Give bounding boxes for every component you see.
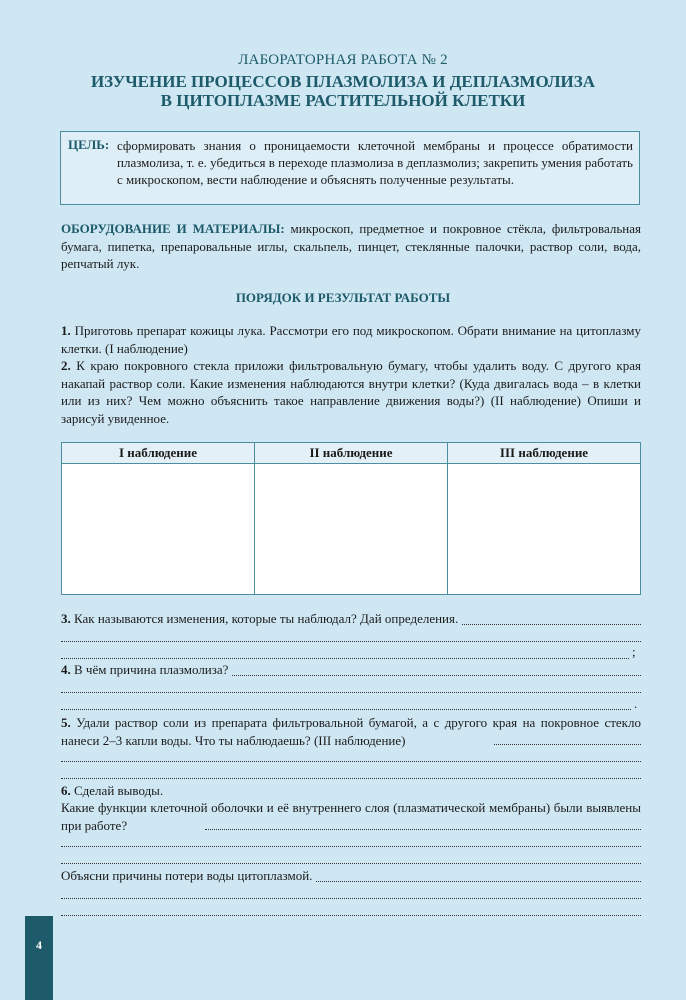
answer-line[interactable]: [61, 640, 641, 642]
lab-topic-line1: ИЗУЧЕНИЕ ПРОЦЕССОВ ПЛАЗМОЛИЗА И ДЕПЛАЗМОЛИЗА: [90, 72, 596, 91]
lab-title: ЛАБОРАТОРНАЯ РАБОТА № 2: [238, 52, 448, 68]
step-3: [61, 611, 461, 627]
observation-header-2: II наблюдение: [255, 443, 448, 464]
step-6-question-1: Какие функции клеточной оболочки и её внутреннего слоя (плазматической мембраны) были выявлены при работе?: [61, 800, 641, 833]
observation-cell-2[interactable]: [255, 464, 448, 595]
step-5-text: Удали раствор соли из препарата фильтровальной бумагой, а с другого края на покровное стекло нанеси 2–3 капли воды. Что ты наблюдаешь? (III наблюдение): [61, 715, 641, 748]
answer-line[interactable]: [205, 828, 641, 830]
equipment-text: микроскоп, предметное и покровное стёкла, фильтровальная бумага, пипетка, препаровальные иглы, скальпель, пинцет, стеклянные палочки, раствор соли, вода, репчатый лук.: [61, 221, 641, 271]
answer-line[interactable]: [61, 760, 641, 762]
answer-line[interactable]: [494, 743, 641, 745]
lab-topic: [0, 72, 686, 110]
step-4: [61, 662, 231, 678]
lab-topic-line2: В ЦИТОПЛАЗМЕ РАСТИТЕЛЬНОЙ КЛЕТКИ: [160, 91, 526, 110]
page-number: 4: [36, 938, 42, 952]
step-3-text: Как называются изменения, которые ты наблюдал? Дай определения.: [70, 611, 459, 626]
step-6: [61, 782, 641, 800]
step-6-question-2: Объясни причины потери воды цитоплазмой.: [61, 868, 315, 884]
equipment-label: ОБОРУДОВАНИЕ И МАТЕРИАЛЫ:: [61, 221, 285, 236]
step-2-number: 2.: [61, 358, 71, 373]
observation-table-row: [62, 464, 641, 595]
observation-header-3: III наблюдение: [448, 443, 641, 464]
step-1-number: 1.: [61, 323, 71, 338]
step-1-text: Приготовь препарат кожицы лука. Рассмотри его под микроскопом. Обрати внимание на цитоплазму клетки. (I наблюдение): [61, 323, 641, 356]
answer-line[interactable]: [61, 708, 631, 710]
step-6-number: 6.: [61, 783, 71, 798]
step-4-period: .: [634, 696, 638, 711]
step-5-number: 5.: [61, 715, 71, 730]
step-3-number: 3.: [61, 611, 71, 626]
observation-table: [61, 442, 641, 595]
goal-text: сформировать знания о проницаемости клеточной мембраны и процессе обратимости плазмолиза, т. е. убедиться в переходе плазмолиза в деплазмолиз; закрепить умения работать с микроскопом, вести наблюдение и объяснять полученные результаты.: [117, 138, 633, 187]
step-1: [61, 322, 641, 357]
answer-line[interactable]: [61, 897, 641, 899]
order-heading: ПОРЯДОК И РЕЗУЛЬТАТ РАБОТЫ: [235, 290, 451, 305]
page-number-tab: [25, 916, 53, 1000]
step-6-text: Сделай выводы.: [70, 783, 164, 798]
observation-header-1: I наблюдение: [62, 443, 255, 464]
observation-table-header: [62, 443, 641, 464]
observation-cell-3[interactable]: [448, 464, 641, 595]
answer-line[interactable]: [61, 845, 641, 847]
goal-box: [60, 131, 640, 205]
step-2: [61, 357, 641, 427]
step-4-text: В чём причина плазмолиза?: [70, 662, 229, 677]
equipment-section: [61, 220, 641, 273]
answer-line[interactable]: [61, 777, 641, 779]
answer-line[interactable]: [61, 691, 641, 693]
answer-line[interactable]: [61, 657, 629, 659]
step-3-semicolon: ;: [632, 644, 636, 659]
goal-label: ЦЕЛЬ:: [68, 137, 110, 152]
observation-cell-1[interactable]: [62, 464, 255, 595]
step-4-number: 4.: [61, 662, 71, 677]
answer-line[interactable]: [61, 914, 641, 916]
step-2-text: К краю покровного стекла приложи фильтровальную бумагу, чтобы удалить воду. С другого края накапай раствор соли. Какие изменения наблюдаются внутри клетки? (Куда двигалась вода – в клетки или из них? Чем можно объяснить такое направление движения воды?) (II наблюдение) Опиши и зарисуй увиденное.: [61, 358, 641, 426]
answer-line[interactable]: [61, 862, 641, 864]
